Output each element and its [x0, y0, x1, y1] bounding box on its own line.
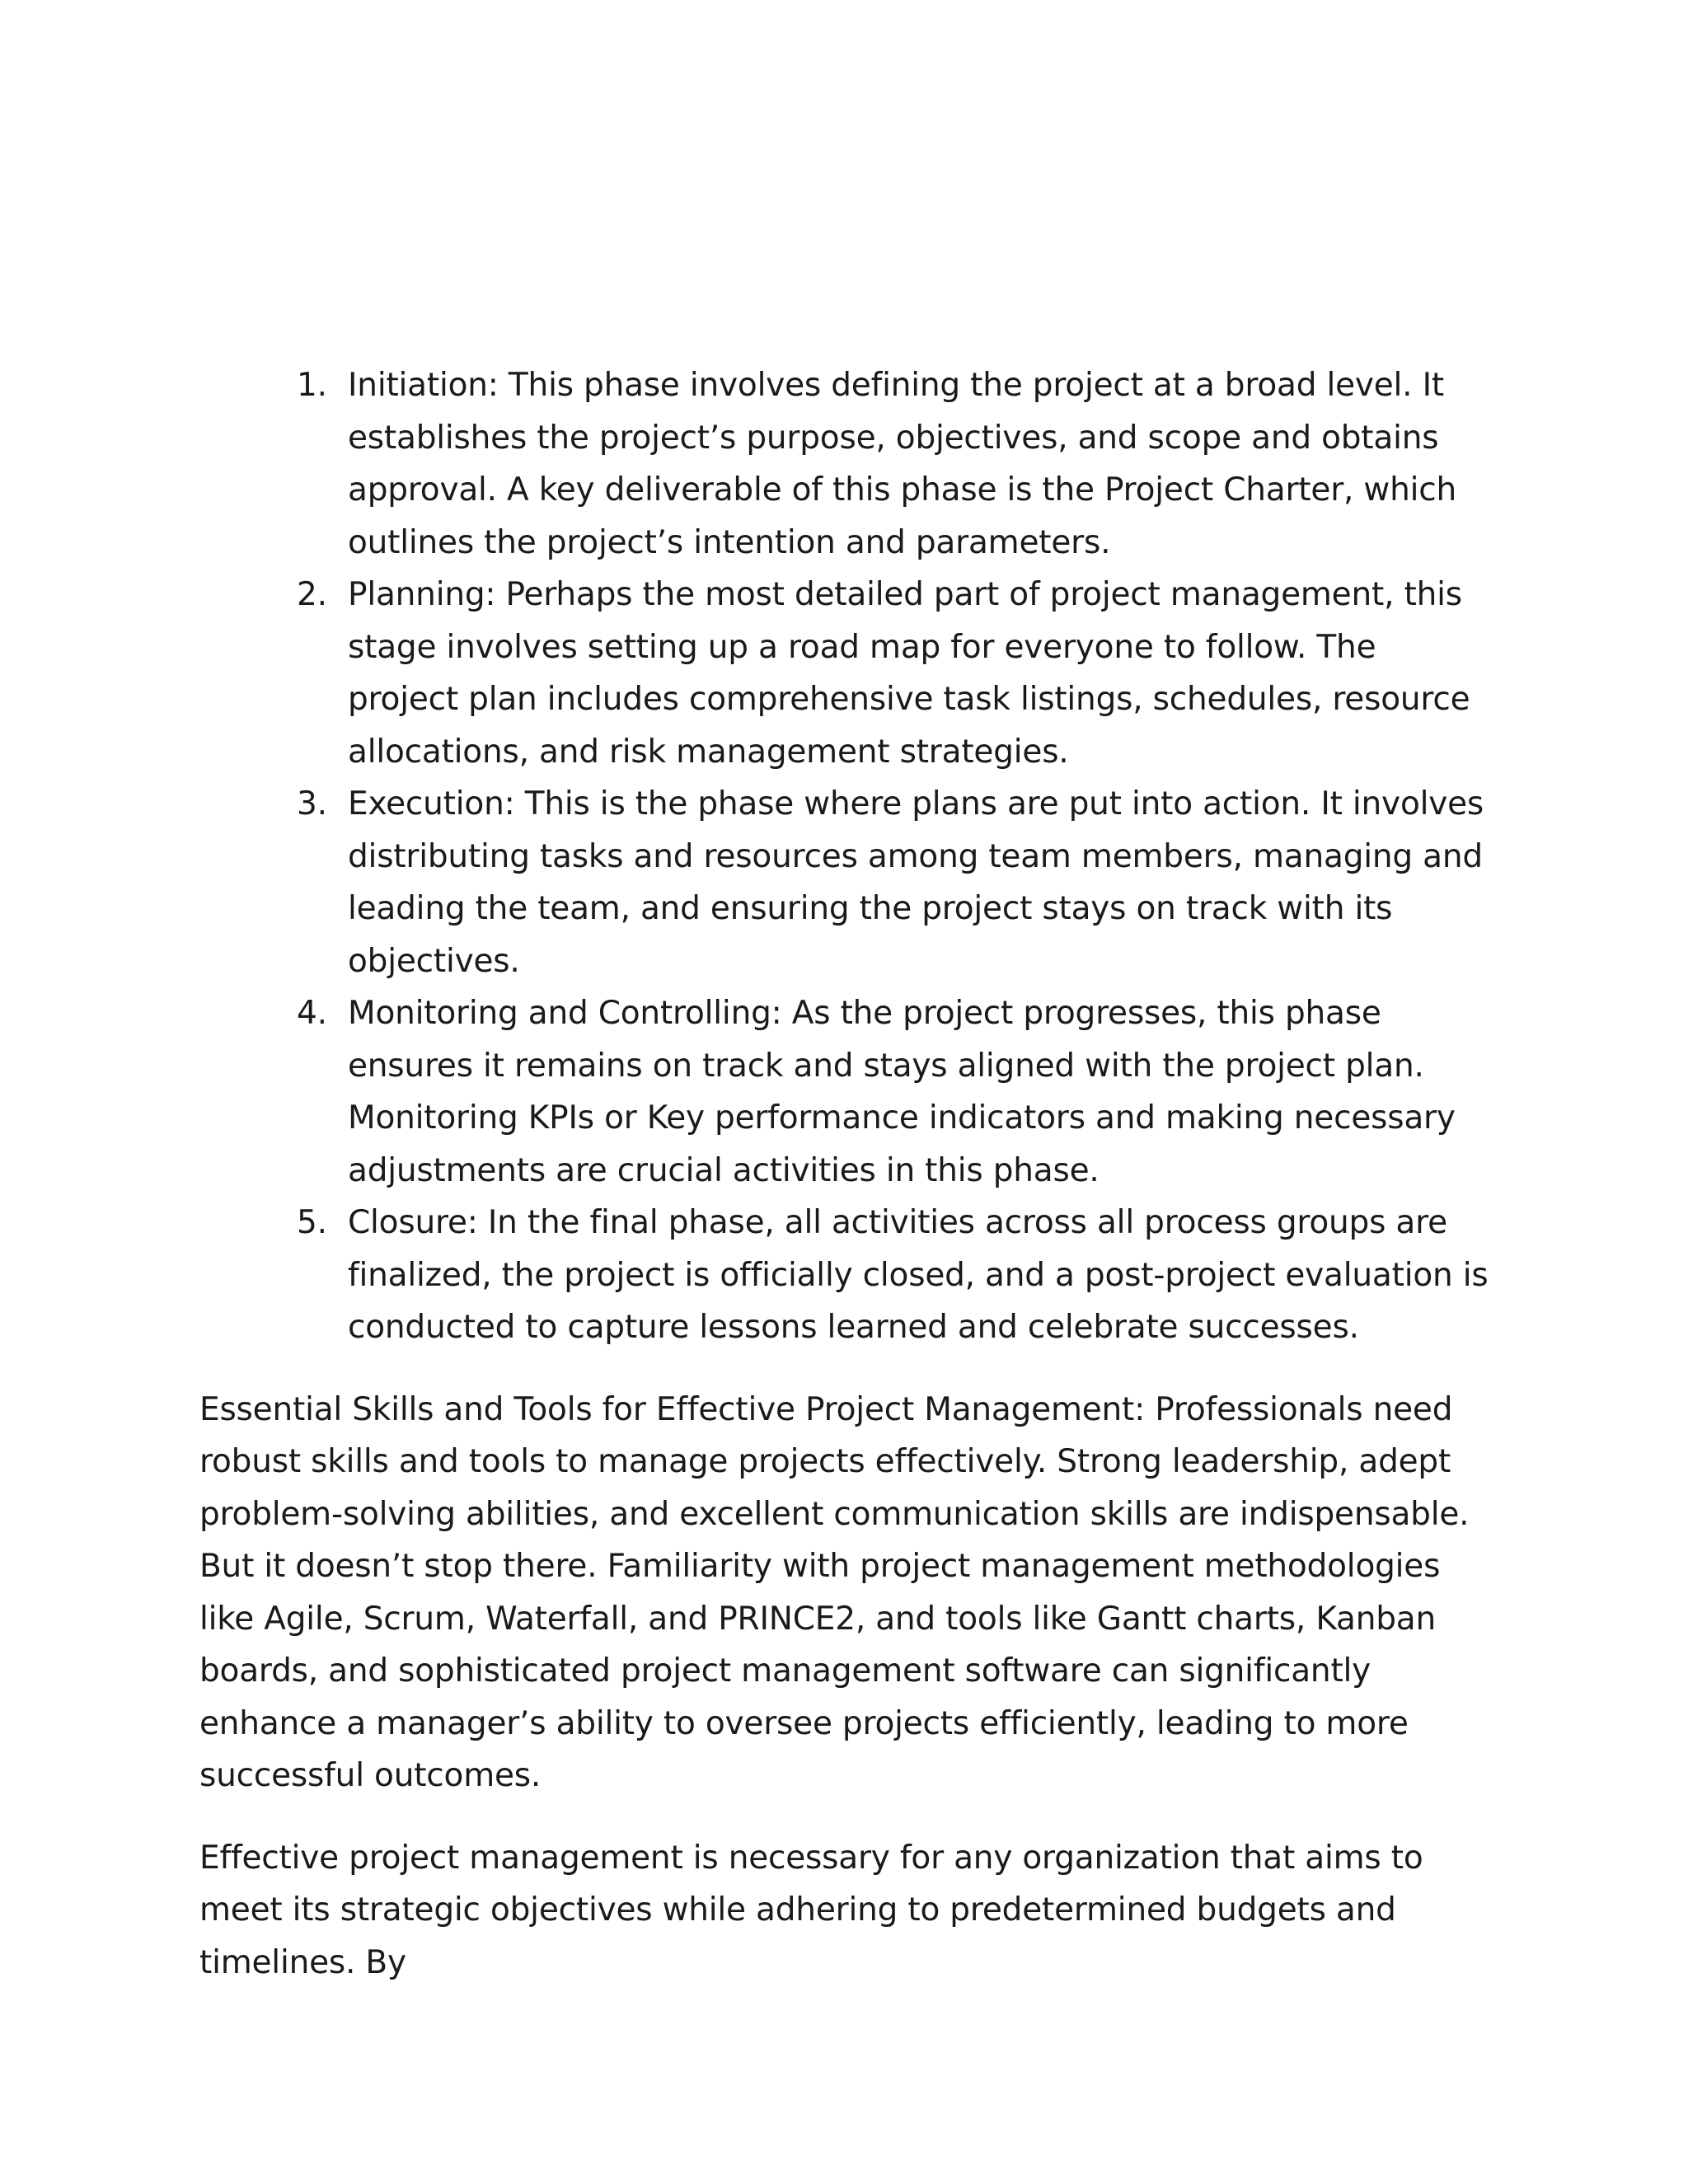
closing-paragraph: Effective project management is necessary for any organization that aims to meet its strategic objectives while adhering to predetermined budgets and timelines. By	[199, 1839, 1423, 1981]
list-item-number: 5.	[297, 1204, 327, 1241]
project-phases-list	[199, 359, 1493, 1354]
page-content	[199, 359, 1493, 1989]
list-item	[199, 569, 1493, 778]
list-item-text: Closure: In the final phase, all activities across all process groups are finalized, the project is officially closed, and a post-project evaluation is conducted to capture lessons learned and celebrate successes.	[348, 1204, 1489, 1346]
list-item-text: Planning: Perhaps the most detailed part of project management, this stage involves setting up a road map for everyone to follow. The project plan includes comprehensive task listings, schedules, resource allocations, and risk management strategies.	[348, 576, 1470, 771]
list-item	[199, 359, 1493, 569]
skills-paragraph: Essential Skills and Tools for Effective Project Management: Professionals need robust skills and tools to manage projects effectively. Strong leadership, adept problem-solving abilities, and excellent communication skills are indispensable. But it doesn’t stop there. Familiarity with project management methodologies like Agile, Scrum, Waterfall, and PRINCE2, and tools like Gantt charts, Kanban boards, and sophisticated project management software can significantly enhance a manager’s ability to oversee projects efficiently, leading to more successful outcomes.	[199, 1390, 1470, 1794]
list-item-text: Initiation: This phase involves defining the project at a broad level. It establishes the project’s purpose, objectives, and scope and obtains approval. A key deliverable of this phase is the Project Charter, which outlines the project’s intention and parameters.	[348, 367, 1457, 561]
list-item-number: 2.	[297, 576, 327, 613]
list-item-text: Monitoring and Controlling: As the project progresses, this phase ensures it remains on track and stays aligned with the project plan. Monitoring KPIs or Key performance indicators and making necessary adjustments are crucial activities in this phase.	[348, 995, 1456, 1189]
list-item	[199, 987, 1493, 1197]
list-item-number: 4.	[297, 995, 327, 1032]
list-item-number: 3.	[297, 785, 327, 823]
list-item	[199, 1197, 1493, 1354]
list-item	[199, 778, 1493, 987]
list-item-number: 1.	[297, 367, 327, 404]
list-item-text: Execution: This is the phase where plans are put into action. It involves distributing tasks and resources among team members, managing and leading the team, and ensuring the project stays on track with its objectives.	[348, 785, 1484, 980]
